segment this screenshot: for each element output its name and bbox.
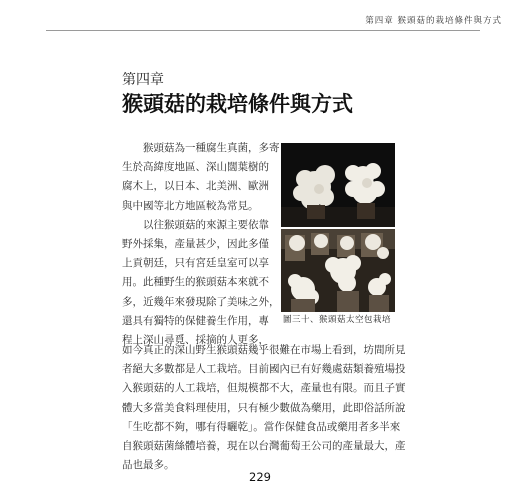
body-line: 如今真正的深山野生猴頭菇幾乎很難在市場上看到，坊間所見 bbox=[122, 344, 406, 356]
body-line: 入猴頭菇的人工栽培，但規模都不大，產量也有限。而且子實 bbox=[122, 382, 406, 395]
body-line: 品也最多。 bbox=[122, 459, 175, 472]
running-header: 第四章 猴頭菇的栽培條件與方式 bbox=[365, 16, 502, 26]
body-line: 體大多當美食料理使用，只有極少數做為藥用，此即俗話所說 bbox=[122, 401, 406, 414]
figure-caption: 圖三十、猴頭菇太空包栽培 bbox=[283, 315, 392, 325]
mushroom-photo-bottom bbox=[281, 229, 395, 312]
mushroom-photo-top bbox=[281, 143, 395, 227]
body-line: 以往猴頭菇的來源主要依靠 bbox=[122, 218, 269, 231]
body-line: 程上深山尋覓、採摘的人更多， bbox=[122, 334, 269, 347]
body-text-narrow-column bbox=[122, 139, 280, 350]
body-line: 用。此種野生的猴頭菇本來就不 bbox=[122, 276, 269, 289]
header-rule bbox=[46, 30, 480, 31]
body-line: 「生吃都不夠，哪有得曬乾」。當作保健食品或藥用者多半來 bbox=[122, 420, 401, 433]
body-line: 猴頭菇為一種腐生真菌，多寄 bbox=[122, 142, 280, 154]
body-line: 野外採集，產量甚少，因此多僅 bbox=[122, 238, 269, 251]
body-line: 腐木上，以日本、北美洲、歐洲 bbox=[122, 180, 269, 193]
body-line: 上貢朝廷，只有宮廷皇室可以享 bbox=[122, 257, 269, 270]
chapter-label: 第四章 bbox=[122, 72, 164, 88]
body-text-wide-column bbox=[122, 341, 406, 475]
body-line: 自猴頭菇菌絲體培養，現在以台灣葡萄王公司的產量最大，產 bbox=[122, 440, 406, 453]
body-line: 者絕大多數都是人工栽培。目前國內已有好幾處菇類養殖場投 bbox=[122, 363, 406, 376]
page-number: 229 bbox=[249, 470, 271, 484]
body-line: 與中國等北方地區較為常見。 bbox=[122, 199, 259, 212]
body-line: 還具有獨特的保健養生作用，專 bbox=[122, 314, 269, 327]
chapter-title: 猴頭菇的栽培條件與方式 bbox=[122, 92, 353, 116]
body-line: 生於高緯度地區、深山闊葉樹的 bbox=[122, 161, 269, 174]
body-line: 多，近幾年來發現除了美味之外， bbox=[122, 295, 280, 308]
